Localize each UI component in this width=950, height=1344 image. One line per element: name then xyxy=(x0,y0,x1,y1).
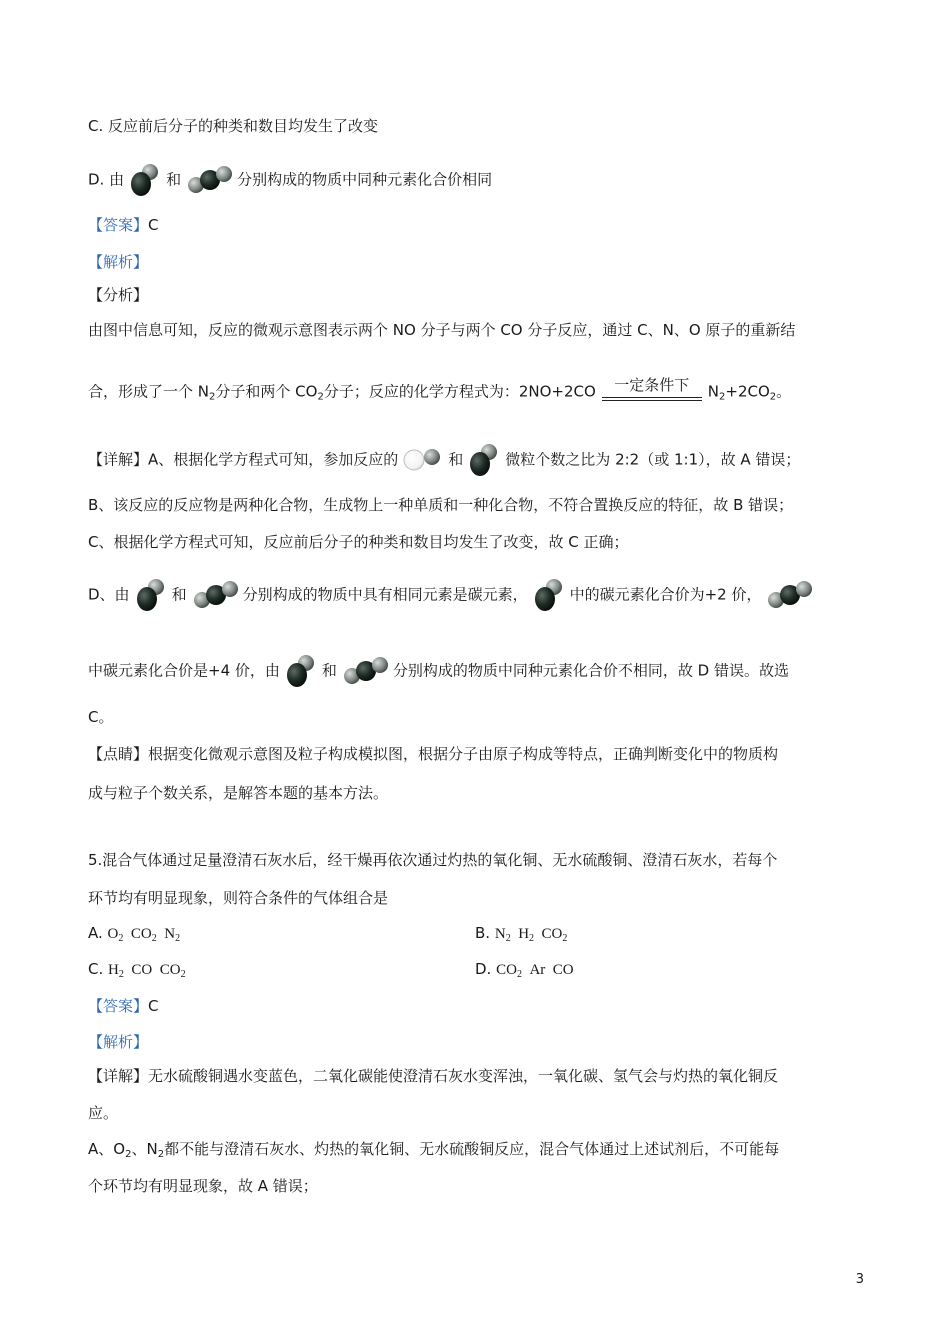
text-segment: 都不能与澄清石灰水、灼热的氧化铜、无水硫酸铜反应，混合气体通过上述试剂后，不可能每 xyxy=(164,1140,780,1158)
text-segment: 分子和两个 CO xyxy=(215,382,318,401)
co-molecule-icon xyxy=(467,443,501,477)
q5-option-b xyxy=(475,922,567,945)
text-segment: N xyxy=(707,382,720,401)
text-segment: 无水硫酸铜遇水变蓝色，二氧化碳能使澄清石灰水变浑浊，一氧化碳、氢气会与灼热的氧化铜反 xyxy=(148,1067,779,1085)
option-label: A. xyxy=(88,924,103,942)
q4-dianjing-1 xyxy=(88,743,778,765)
q4-fenxi-line1: 由图中信息可知，反应的微观示意图表示两个 NO 分子与两个 CO 分子反应，通过 C、N、O 原子的重新结 xyxy=(88,321,796,339)
text-segment: 根据变化微观示意图及粒子构成模拟图，根据分子由原子构成等特点，正确判断变化中的物质构 xyxy=(148,745,779,763)
text-segment: CO xyxy=(131,962,153,978)
subscript: 2 xyxy=(209,391,216,403)
co2-molecule-icon xyxy=(341,656,389,686)
formula xyxy=(108,926,181,942)
q5-xiangjie-2: 应。 xyxy=(88,1104,119,1122)
text-segment: 中的碳元素化合价为+2 价， xyxy=(569,585,762,604)
text-segment: CO xyxy=(159,962,181,978)
subscript: 2 xyxy=(516,969,522,980)
text-segment: CO xyxy=(541,926,563,942)
option-label: B. xyxy=(475,924,491,942)
q4-xiangjie-a xyxy=(88,443,800,477)
subscript: 2 xyxy=(118,969,124,980)
q4-xiangjie-d1 xyxy=(88,578,817,612)
text-segment: 分别构成的物质中具有相同元素是碳元素， xyxy=(242,585,528,604)
q4-xiangjie-c: C、根据化学方程式可知，反应前后分子的种类和数目均发生了改变，故 C 正确； xyxy=(88,533,629,551)
option-label: C. xyxy=(88,960,104,978)
subscript: 2 xyxy=(769,391,777,403)
subscript: 2 xyxy=(719,391,726,403)
text-segment: N xyxy=(164,926,176,942)
q5-option-a xyxy=(88,922,180,945)
q5-analysis-tag: 【解析】 xyxy=(88,1033,149,1051)
xiangjie-tag: 【详解】 xyxy=(88,450,149,469)
text-segment: H xyxy=(518,926,530,942)
text-segment: O xyxy=(107,926,119,942)
formula xyxy=(495,926,568,942)
co-molecule-icon xyxy=(284,654,318,688)
q5-stem-2: 环节均有明显现象，则符合条件的气体组合是 xyxy=(88,889,389,907)
subscript: 2 xyxy=(317,391,324,403)
text-segment: H xyxy=(108,962,119,978)
text-segment: 合，形成了一个 N xyxy=(88,382,209,401)
no-molecule-icon xyxy=(402,445,444,475)
q4-fenxi-tag: 【分析】 xyxy=(88,286,149,304)
q4-xiangjie-d3: C。 xyxy=(88,708,114,726)
q5-option-d xyxy=(475,958,574,981)
subscript: 2 xyxy=(562,933,568,944)
equal-bar xyxy=(602,397,702,398)
reaction-condition: 一定条件下 xyxy=(614,378,690,394)
co2-molecule-icon xyxy=(185,165,233,195)
co-molecule-icon xyxy=(128,163,162,197)
q4-option-d xyxy=(88,163,492,197)
co2-molecule-icon xyxy=(191,580,239,610)
text-segment: 中碳元素化合价是+4 价，由 xyxy=(88,661,280,680)
text-segment: 和 xyxy=(448,450,464,469)
option-label: D. xyxy=(475,960,492,978)
subscript: 2 xyxy=(157,1149,165,1160)
subscript: 2 xyxy=(118,933,124,944)
subscript: 2 xyxy=(505,933,511,944)
text-segment: 微粒个数之比为 2:2（或 1:1），故 A 错误； xyxy=(505,450,801,469)
answer-value: C xyxy=(148,216,159,234)
q5-xiangjie-a1 xyxy=(88,1138,779,1160)
text-segment: N xyxy=(494,926,506,942)
xiangjie-tag: 【详解】 xyxy=(88,1067,149,1085)
q5-xiangjie-1 xyxy=(88,1065,778,1087)
text-segment: 和 xyxy=(171,585,187,604)
co-molecule-icon xyxy=(532,578,566,612)
text-segment: CO xyxy=(130,926,152,942)
formula xyxy=(108,962,186,978)
q4-xiangjie-b: B、该反应的反应物是两种化合物，生成物上一种单质和一种化合物，不符合置换反应的特征，故 B 错误； xyxy=(88,496,794,514)
text-segment: +2CO xyxy=(725,382,770,401)
answer-value: C xyxy=(148,997,159,1015)
q5-stem-1: 5.混合气体通过足量澄清石灰水后，经干燥再依次通过灼热的氧化铜、无水硫酸铜、澄清石灰水，若每个 xyxy=(88,851,778,869)
q4-option-d-prefix: D. 由 xyxy=(88,170,125,189)
text-segment: A、O xyxy=(88,1140,126,1158)
text-segment: 。 xyxy=(776,382,792,401)
answer-tag: 【答案】 xyxy=(88,216,149,234)
q5-answer xyxy=(88,995,159,1017)
q4-fenxi-line2 xyxy=(88,375,791,409)
answer-tag: 【答案】 xyxy=(88,997,149,1015)
q5-xiangjie-a2: 个环节均有明显现象，故 A 错误； xyxy=(88,1177,318,1195)
page-number: 3 xyxy=(855,1272,864,1287)
q4-analysis-tag: 【解析】 xyxy=(88,253,149,271)
subscript: 2 xyxy=(529,933,535,944)
equal-bar xyxy=(602,400,702,401)
text-segment: 、N xyxy=(131,1140,158,1158)
co2-molecule-icon xyxy=(765,580,813,610)
text-segment: CO xyxy=(552,962,574,978)
text-segment: 和 xyxy=(321,661,337,680)
q4-dianjing-2: 成与粒子个数关系，是解答本题的基本方法。 xyxy=(88,784,389,802)
q5-option-c xyxy=(88,958,186,981)
subscript: 2 xyxy=(125,1149,132,1160)
co-molecule-icon xyxy=(134,578,168,612)
text-segment: D、由 xyxy=(88,585,130,604)
text-segment: CO xyxy=(496,962,517,978)
dianjing-tag: 【点睛】 xyxy=(88,745,149,763)
text-segment: Ar xyxy=(529,962,546,978)
formula xyxy=(496,962,574,978)
q4-xiangjie-d2 xyxy=(88,654,789,688)
q4-option-c: C. 反应前后分子的种类和数目均发生了改变 xyxy=(88,117,379,135)
subscript: 2 xyxy=(151,933,157,944)
q4-answer xyxy=(88,214,159,236)
text-segment: A、根据化学方程式可知，参加反应的 xyxy=(148,450,399,469)
q4-option-d-and: 和 xyxy=(166,170,182,189)
subscript: 2 xyxy=(175,933,181,944)
reaction-condition-arrow xyxy=(602,375,702,409)
subscript: 2 xyxy=(180,969,186,980)
text-segment: 分子；反应的化学方程式为：2NO+2CO xyxy=(323,382,596,401)
q4-option-d-suffix: 分别构成的物质中同种元素化合价相同 xyxy=(237,170,493,189)
text-segment: 分别构成的物质中同种元素化合价不相同，故 D 错误。故选 xyxy=(392,661,789,680)
